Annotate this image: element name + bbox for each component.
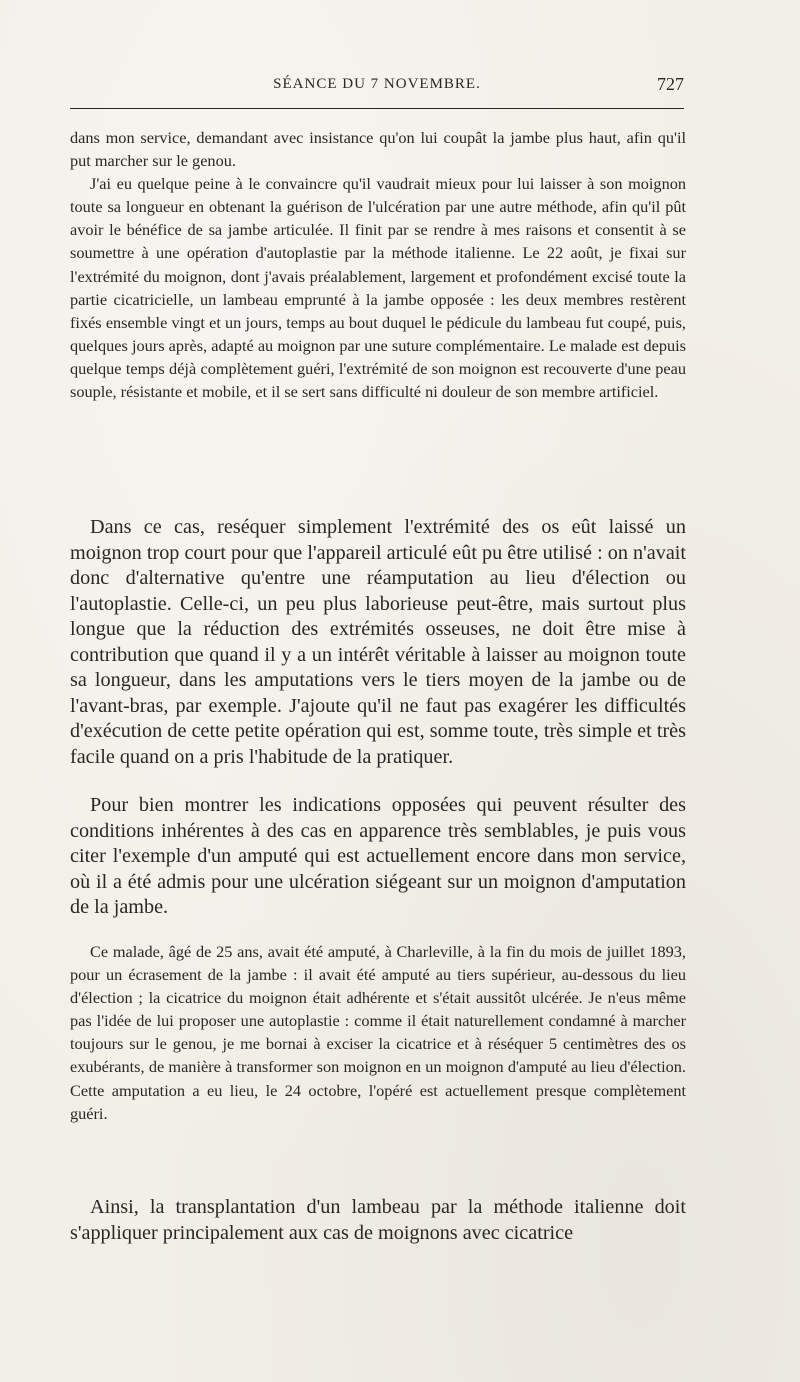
paragraph-discussion-resection: Dans ce cas, reséquer simplement l'extrémité des os eût laissé un moignon trop court pour que l'appareil articulé eût pu être utilisé : on n'avait donc d'alternative qu'entre une réamputation au lieu d'élection ou l'autoplastie. Celle-ci, un peu plus laborieuse peut-être, mais surtout plus longue que la réduction des extrémités osseuses, ne doit être mise à contribution que quand il y a un intérêt véritable à laisser au moignon toute sa longueur, dans les amputations vers le tiers moyen de la jambe ou de l'avant-bras, par exemple. J'ajoute qu'il ne faut pas exagérer les difficultés d'exécution de cette petite opération qui est, somme toute, très simple et très facile quand on a pris l'habitude de la pratiquer. <box>70 516 686 768</box>
discussion-block-1 <box>70 515 686 770</box>
page-header <box>70 76 684 98</box>
paragraph-discussion-indications: Pour bien montrer les indications opposées qui peuvent résulter des conditions inhérentes à des cas en apparence très semblables, je puis vous citer l'exemple d'un amputé qui est actuellement encore dans mon service, où il a été admis pour une ulcération siégeant sur un moignon d'amputation de la jambe. <box>70 794 686 918</box>
paragraph-second-case: Ce malade, âgé de 25 ans, avait été amputé, à Charleville, à la fin du mois de juillet 1893, pour un écrasement de la jambe : il avait été amputé au tiers supérieur, au-dessous du lieu d'élection ; la cicatrice du moignon était adhérente et s'était aussitôt ulcérée. Je n'eus même pas l'idée de lui proposer une autoplastie : comme il était naturellement condamné à marcher toujours sur le genou, je me bornai à exciser la cicatrice et à réséquer 5 centimètres des os exubérants, de manière à transformer son moignon en un moignon d'amputé au lieu d'élection. Cette amputation a eu lieu, le 24 octobre, l'opéré est actuellement presque complètement guéri. <box>70 942 686 1123</box>
case-report-block-2 <box>70 940 686 1125</box>
header-rule <box>70 108 684 109</box>
paragraph-continuation: dans mon service, demandant avec insistance qu'on lui coupât la jambe plus haut, afin qu'il put marcher sur le genou. <box>70 128 686 171</box>
paragraph-case-description: J'ai eu quelque peine à le convaincre qu'il vaudrait mieux pour lui laisser à son moignon toute sa longueur en obtenant la guérison de l'ulcération par une autre méthode, afin qu'il pût avoir le bénéfice de sa jambe articulée. Il finit par se rendre à mes raisons et consentit à se soumettre à une opération d'autoplastie par la méthode italienne. Le 22 août, je fixai sur l'extrémité du moignon, dont j'avais préalablement, largement et profondément excisé toute la partie cicatricielle, un lambeau emprunté à la jambe opposée : les deux membres restèrent fixés ensemble vingt et un jours, temps au bout duquel le pédicule du lambeau fut coupé, puis, quelques jours après, adapté au moignon par une suture complémentaire. Le malade est depuis quelque temps déjà complètement guéri, l'extrémité de son moignon est recouverte d'une peau souple, résistante et mobile, et il se sert sans difficulté ni douleur de son membre artificiel. <box>70 174 686 402</box>
case-report-block-1 <box>70 126 686 403</box>
page-number: 727 <box>657 74 684 94</box>
paragraph-conclusion: Ainsi, la transplantation d'un lambeau par la méthode italienne doit s'appliquer principalement aux cas de moignons avec cicatrice <box>70 1196 686 1244</box>
discussion-block-2 <box>70 793 686 921</box>
conclusion-block <box>70 1195 686 1246</box>
running-title: SÉANCE DU 7 NOVEMBRE. <box>273 76 481 92</box>
